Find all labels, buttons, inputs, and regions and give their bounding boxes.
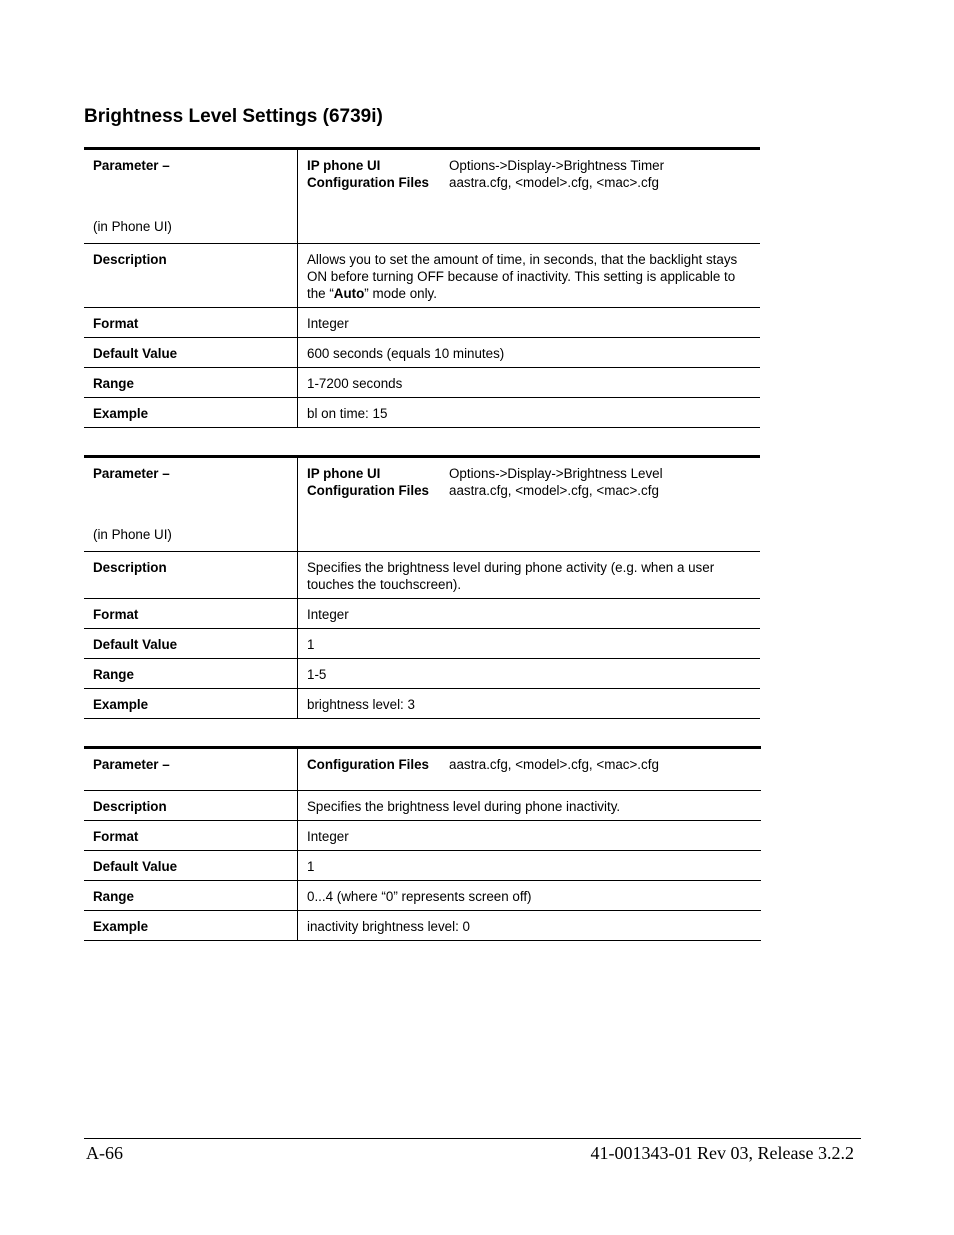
format-label: Format [84, 821, 298, 851]
parameter-label: Parameter – [93, 158, 170, 173]
example-row [84, 398, 760, 428]
format-row [84, 308, 760, 338]
default-value: 1 [298, 629, 761, 659]
description-row [84, 552, 760, 599]
default-value-label: Default Value [84, 629, 298, 659]
range-label: Range [84, 659, 298, 689]
config-files-label: Configuration Files [307, 483, 429, 498]
parameter-value-cell [298, 748, 762, 791]
description-row [84, 791, 761, 821]
format-value: Integer [298, 308, 761, 338]
default-value: 1 [298, 851, 762, 881]
example-row [84, 689, 760, 719]
format-label: Format [84, 308, 298, 338]
phone-ui-note: (in Phone UI) [93, 219, 172, 234]
config-files-label: Configuration Files [307, 757, 429, 772]
description-value: Specifies the brightness level during phone activity (e.g. when a user touches the touchscreen). [298, 552, 761, 599]
description-value: Specifies the brightness level during phone inactivity. [298, 791, 762, 821]
example-value: inactivity brightness level: 0 [298, 911, 762, 941]
document-reference: 41-001343-01 Rev 03, Release 3.2.2 [590, 1143, 854, 1163]
section-title: Brightness Level Settings (6739i) [84, 106, 383, 127]
description-label: Description [84, 791, 298, 821]
config-files-label: Configuration Files [307, 175, 429, 190]
range-value: 0...4 (where “0” represents screen off) [298, 881, 762, 911]
auto-mode-text: Auto [333, 286, 365, 301]
format-value: Integer [298, 821, 762, 851]
example-label: Example [84, 398, 298, 428]
default-value-row [84, 629, 760, 659]
default-value-row [84, 851, 761, 881]
footer-divider [84, 1138, 861, 1139]
parameter-row [84, 748, 761, 791]
ip-phone-ui-value: Options->Display->Brightness Timer [449, 158, 665, 173]
example-row [84, 911, 761, 941]
format-label: Format [84, 599, 298, 629]
phone-ui-note: (in Phone UI) [93, 527, 172, 542]
brightness-timer-table [84, 147, 760, 428]
inactivity-brightness-table [84, 746, 761, 941]
brightness-level-table [84, 455, 760, 719]
range-row [84, 368, 760, 398]
parameter-row [84, 149, 760, 244]
range-row [84, 881, 761, 911]
parameter-value-cell [298, 457, 761, 552]
page-number: A-66 [86, 1143, 123, 1163]
format-row [84, 599, 760, 629]
parameter-label: Parameter – [93, 757, 170, 772]
range-value: 1-5 [298, 659, 761, 689]
description-label: Description [84, 552, 298, 599]
range-value: 1-7200 seconds [298, 368, 761, 398]
parameter-label-cell [84, 149, 298, 244]
example-label: Example [84, 689, 298, 719]
ip-phone-ui-label: IP phone UI [307, 466, 381, 481]
config-files-value: aastra.cfg, <model>.cfg, <mac>.cfg [449, 757, 659, 772]
config-files-value: aastra.cfg, <model>.cfg, <mac>.cfg [449, 483, 659, 498]
parameter-row [84, 457, 760, 552]
description-label: Description [84, 244, 298, 308]
default-value: 600 seconds (equals 10 minutes) [298, 338, 761, 368]
example-value: brightness level: 3 [298, 689, 761, 719]
default-value-label: Default Value [84, 851, 298, 881]
default-value-row [84, 338, 760, 368]
ip-phone-ui-label: IP phone UI [307, 158, 381, 173]
parameter-label-cell [84, 457, 298, 552]
range-row [84, 659, 760, 689]
description-value: Allows you to set the amount of time, in seconds, that the backlight stays ON before turning OFF because of inactivity. This setting is applicable to the “Auto” mode only. [298, 244, 761, 308]
format-row [84, 821, 761, 851]
parameter-label-cell [84, 748, 298, 791]
default-value-label: Default Value [84, 338, 298, 368]
parameter-value-cell [298, 149, 761, 244]
config-files-value: aastra.cfg, <model>.cfg, <mac>.cfg [449, 175, 659, 190]
example-value: bl on time: 15 [298, 398, 761, 428]
example-label: Example [84, 911, 298, 941]
range-label: Range [84, 881, 298, 911]
description-row [84, 244, 760, 308]
format-value: Integer [298, 599, 761, 629]
range-label: Range [84, 368, 298, 398]
ip-phone-ui-value: Options->Display->Brightness Level [449, 466, 663, 481]
parameter-label: Parameter – [93, 466, 170, 481]
